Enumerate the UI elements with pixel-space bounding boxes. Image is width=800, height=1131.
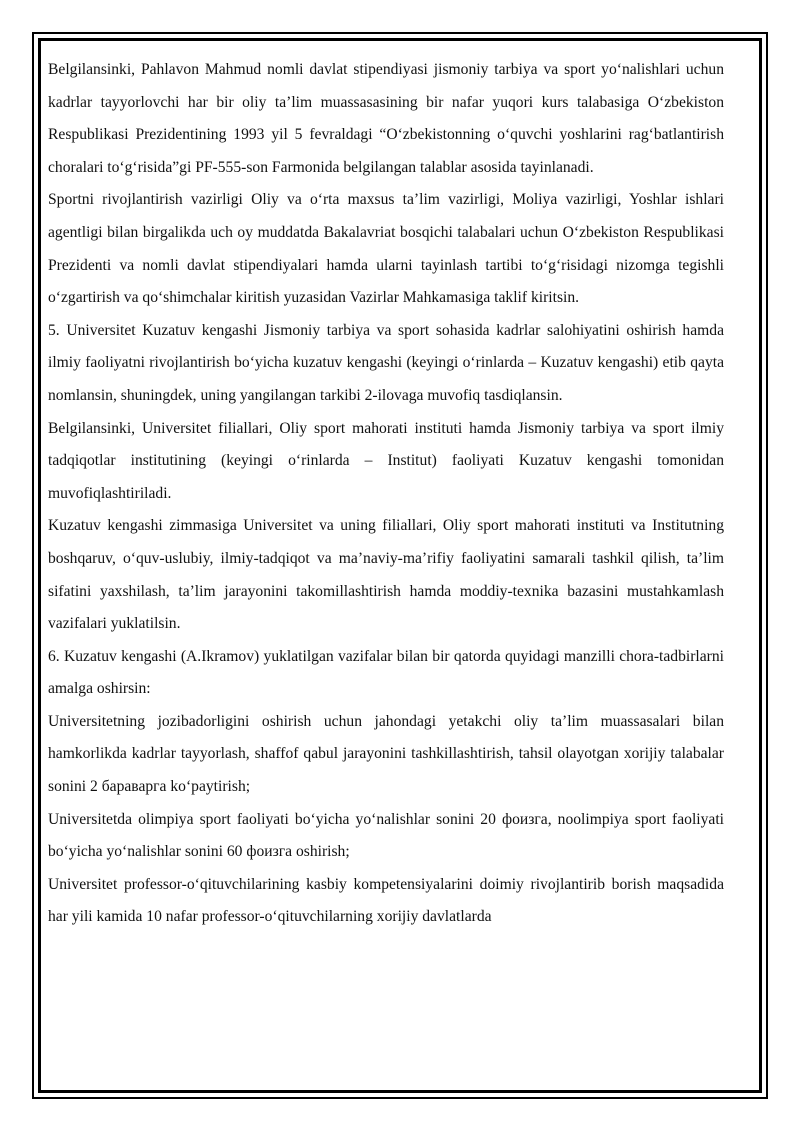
paragraph-branches-coordination: Belgilansinki, Universitet filiallari, Oliy sport mahorati instituti hamda Jismoniy tarbiya va sport ilmiy tadqiqotlar institutining (keyingi o‘rinlarda – Institut) faoliyati Kuzatuv kengashi tomonidan muvofiqlashtiriladi. (48, 419, 724, 502)
paragraph-item-5: 5. Universitet Kuzatuv kengashi Jismoniy tarbiya va sport sohasida kadrlar salohiyatini oshirish hamda ilmiy faoliyatni rivojlantirish bo‘yicha kuzatuv kengashi (keyingi o‘rinlarda – Kuzatuv kengashi) etib qayta nomlansin, shuningdek, uning yangilangan tarkibi 2-ilovaga muvofiq tasdiqlansin. (48, 321, 724, 404)
paragraph-attractiveness: Universitetning jozibadorligini oshirish uchun jahondagi yetakchi oliy ta’lim muassasalari bilan hamkorlikda kadrlar tayyorlash, shaffof qabul jarayonini tashkillashtirish, tahsil olayotgan xorijiy talabalar sonini 2 бараварга ko‘paytirish; (48, 712, 724, 796)
paragraph-council-duties: Kuzatuv kengashi zimmasiga Universitet va uning filiallari, Oliy sport mahorati instituti va Institutning boshqaruv, o‘quv-uslubiy, ilmiy-tadqiqot va ma’naviy-ma’rifiy faoliyatini samarali tashkil qilish, ta’lim sifatini yaxshilash, ta’lim jarayonini takomillashtirish hamda moddiy-texnika bazasini mustahkamlash vazifalari yuklatilsin. (48, 517, 724, 633)
paragraph-sport-directions: Universitetda olimpiya sport faoliyati bo‘yicha yo‘nalishlar sonini 20 фоизга, noolimpiya sport faoliyati bo‘yicha yo‘nalishlar sonini 60 фоизга oshirish; (48, 810, 724, 861)
paragraph-stipend-rule: Belgilansinki, Pahlavon Mahmud nomli davlat stipendiyasi jismoniy tarbiya va sport yo‘nalishlari uchun kadrlar tayyorlovchi har bir oliy ta’lim muassasasining bir nafar yuqori kurs talabasiga O‘zbekiston Respublikasi Prezidentining 1993 yil 5 fevraldagi “O‘zbekistonning o‘quvchi yoshlarini rag‘batlantirish choralari to‘g‘risida”gi PF-555-son Farmonida belgilangan talablar asosida tayinlanadi. (48, 61, 724, 176)
paragraph-professor-development: Universitet professor-o‘qituvchilarining kasbiy kompetensiyalarini doimiy rivojlantirib borish maqsadida har yili kamida 10 nafar professor-o‘qituvchilarning xorijiy davlatlarda (48, 875, 724, 926)
paragraph-item-6: 6. Kuzatuv kengashi (A.Ikramov) yuklatilgan vazifalar bilan bir qatorda quyidagi manzilli chora-tadbirlarni amalga oshirsin: (48, 647, 724, 698)
paragraph-ministry-proposal: Sportni rivojlantirish vazirligi Oliy va o‘rta maxsus ta’lim vazirligi, Moliya vazirligi, Yoshlar ishlari agentligi bilan birgalikda uch oy muddatda Bakalavriat bosqichi talabalari uchun O‘zbekiston Respublikasi Prezidenti va nomli davlat stipendiyalari hamda ularni tayinlash tartibi to‘g‘risidagi nizomga tegishli o‘zgartirish va qo‘shimchalar kiritish yuzasidan Vazirlar Mahkamasiga taklif kiritsin. (48, 191, 724, 307)
document-body (48, 54, 724, 934)
